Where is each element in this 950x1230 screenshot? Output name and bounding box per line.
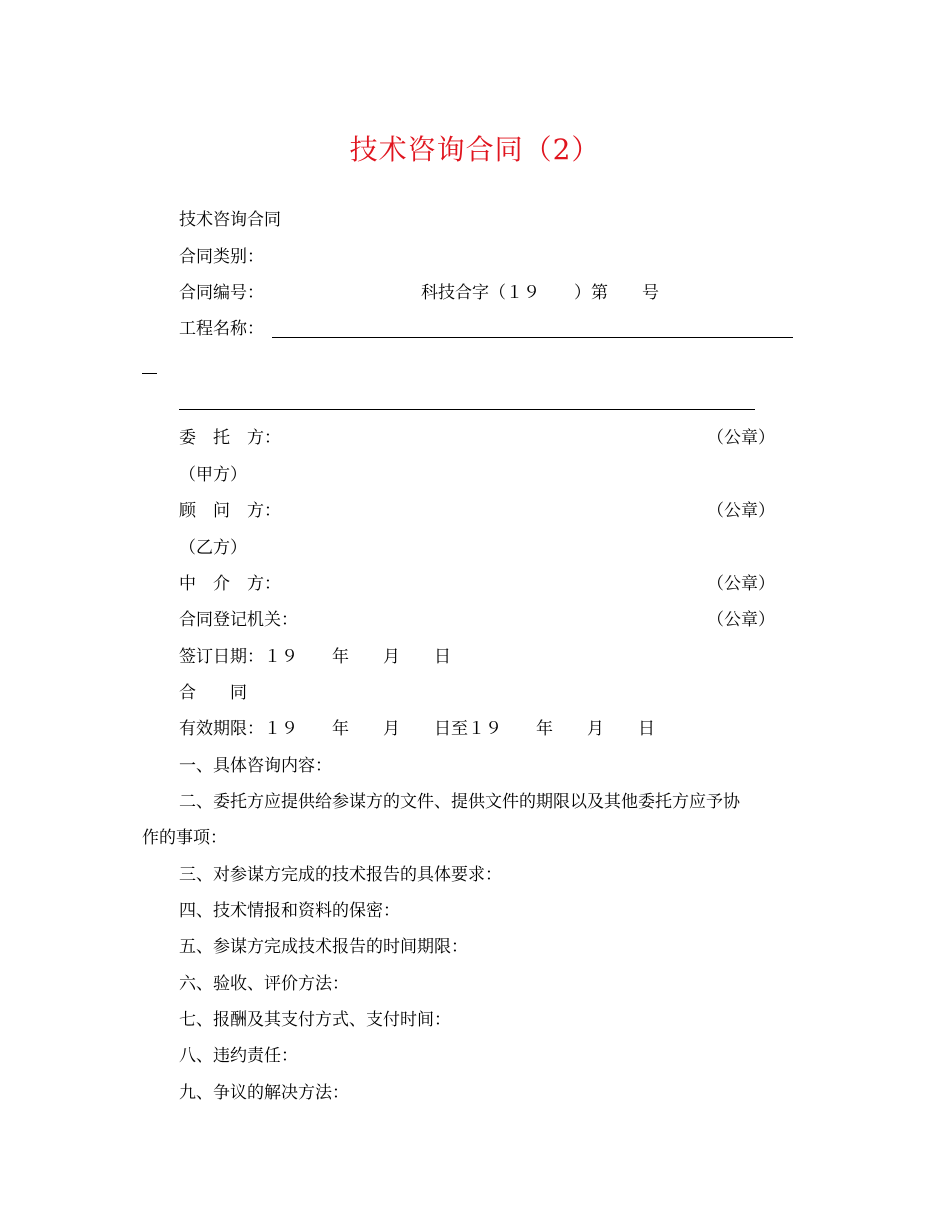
clause-2: 二、委托方应提供给参谋方的文件、提供文件的期限以及其他委托方应予协: [179, 792, 740, 812]
registry-label: 合同登记机关：: [179, 610, 298, 630]
number-label: 合同编号：: [179, 283, 264, 303]
contract-line: 合 同: [179, 683, 247, 703]
clause-9: 九、争议的解决方法：: [179, 1083, 349, 1103]
project-underline: [272, 337, 793, 338]
number-value: 科技合字（１９ ）第 号: [421, 283, 659, 303]
document-title: 技术咨询合同（2）: [349, 133, 601, 166]
intermediary-seal: （公章）: [707, 574, 775, 594]
registry-seal: （公章）: [707, 610, 775, 630]
clause-6: 六、验收、评价方法：: [179, 974, 349, 994]
client-label: 委 托 方：: [179, 428, 281, 448]
client-note: （甲方）: [179, 465, 247, 485]
clause-3: 三、对参谋方完成的技术报告的具体要求：: [179, 865, 502, 885]
consultant-seal: （公章）: [707, 501, 775, 521]
clause-2-continued: 作的事项：: [142, 828, 227, 848]
contract-name: 技术咨询合同: [179, 210, 281, 230]
clause-7: 七、报酬及其支付方式、支付时间：: [179, 1010, 451, 1030]
signing-date: 签订日期：１９ 年 月 日: [179, 647, 451, 667]
clause-5: 五、参谋方完成技术报告的时间期限：: [179, 937, 468, 957]
category-label: 合同类别：: [179, 247, 264, 267]
clause-1: 一、具体咨询内容：: [179, 756, 332, 776]
project-underline-2: [179, 409, 755, 410]
intermediary-label: 中 介 方：: [179, 574, 281, 594]
consultant-note: （乙方）: [179, 538, 247, 558]
client-seal: （公章）: [707, 428, 775, 448]
clause-4: 四、技术情报和资料的保密：: [179, 901, 400, 921]
clause-8: 八、违约责任：: [179, 1046, 298, 1066]
project-underline-tail: [142, 373, 157, 374]
project-label: 工程名称：: [179, 319, 264, 339]
consultant-label: 顾 问 方：: [179, 501, 281, 521]
validity-period: 有效期限：１９ 年 月 日至１９ 年 月 日: [179, 719, 655, 739]
